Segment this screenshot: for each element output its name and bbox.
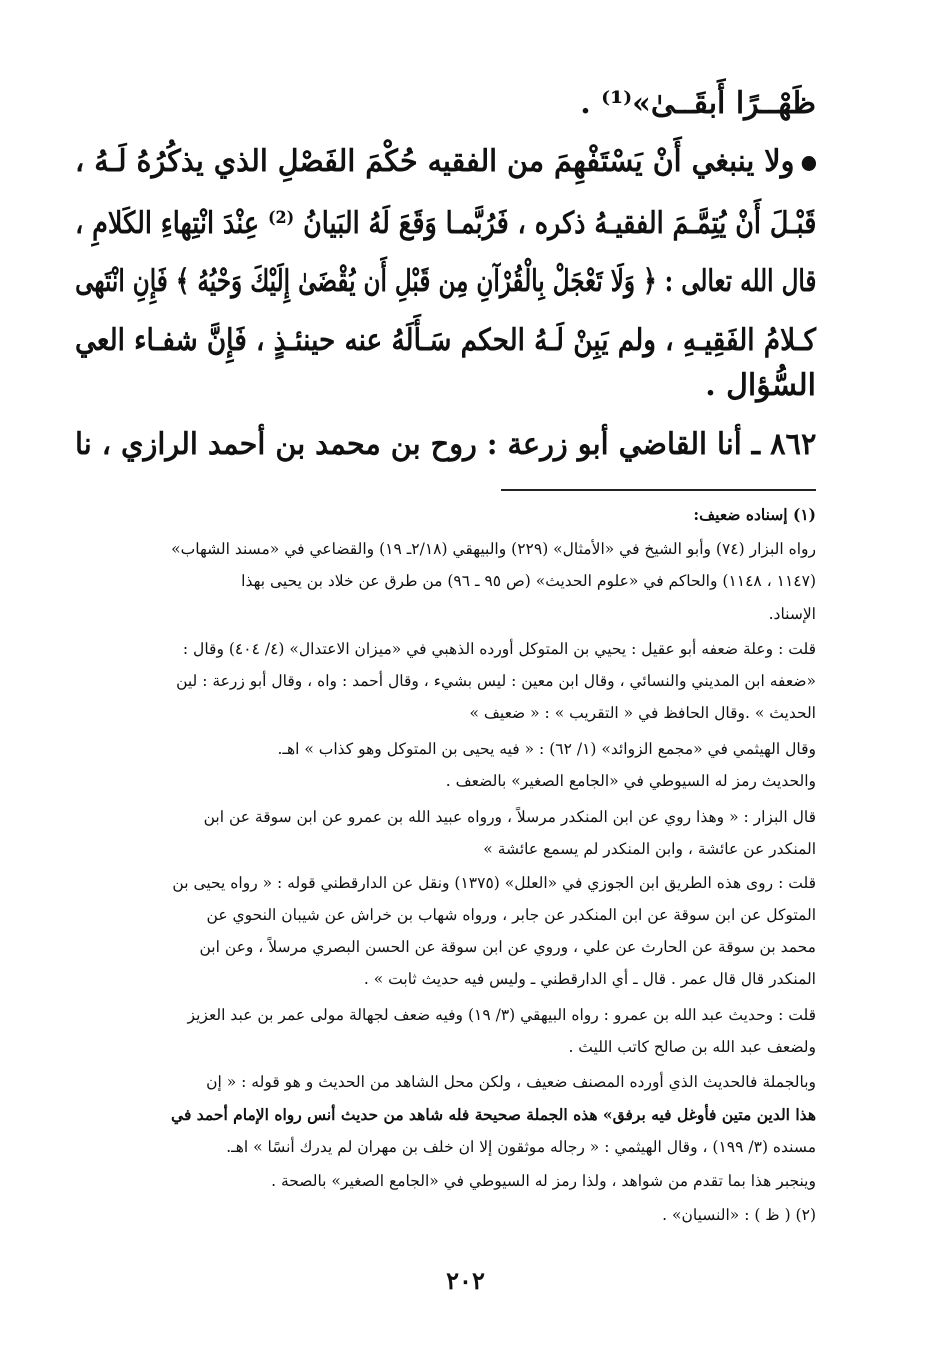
footnote-separator (501, 489, 816, 491)
footnote-line: (١١٤٧ ، ١١٤٨) والحاكم في «علوم الحديث» (ص ٩٥ ـ ٩٦) من طرق عن خلاد بن يحيى بهذا (241, 572, 816, 590)
footnote-line: وقال الهيثمي في «مجمع الزوائد» (١/ ٦٢) : « فيه يحيى بن المتوكل وهو كذاب » اهـ. (277, 740, 816, 758)
main-text-line-5: كـلامُ الفَقِيـهِ ، ولم يَبِنْ لَـهُ الحكم سَـأَلَهُ عنه حينئـذٍ ، فَإِنَّ شفـاء العي (74, 323, 816, 358)
main-text-line-2-text: ولا ينبغي أَنْ يَسْتَفْهِمَ من الفقيه حُكْمَ الفَصْلِ الذي يذكُرُهُ لَـهُ ، (74, 144, 795, 179)
footnote-line: المتوكل عن ابن سوقة عن ابن المنكدر عن جابر ، ورواه شهاب بن خراش عن شيبان النحوي عن (206, 906, 816, 924)
main-text-line-4: قال الله تعالى : ﴿ وَلَا تَعْجَلْ بِالْقُرْآنِ مِن قَبْلِ أَن يُقْضَىٰ إِلَيْكَ وَحْيُهُ ﴾ فَإِنِ انْتَهى (74, 264, 816, 299)
footnote-line: المنكدر عن عائشة ، وابن المنكدر لم يسمع عائشة » (483, 840, 816, 858)
footnote-line: المنكدر قال قال عمر . قال ـ أي الدارقطني ـ وليس فيه حديث ثابت » . (363, 970, 816, 988)
footnote-line: وبالجملة فالحديث الذي أورده المصنف ضعيف ، ولكن محل الشاهد من الحديث و هو قوله : « إن (206, 1073, 816, 1091)
footnote-line: وينجبر هذا بما تقدم من شواهد ، ولذا رمز له السيوطي في «الجامع الصغير» بالصحة . (271, 1172, 816, 1190)
footnote-line: محمد بن سوقة عن الحارث عن علي ، وروي عن ابن سوقة عن الحسن البصري مرسلاً ، وعن ابن (199, 938, 816, 956)
footnote-line: الإسناد. (768, 605, 816, 623)
footnote-line: ولضعف عبد الله بن صالح كاتب الليث . (568, 1038, 816, 1056)
main-text-line-3: قَبْـلَ أَنْ يُتِمَّـمَ الفقيـهُ ذكره ، فَرُبَّمـا وَقَعَ لَهُ البَيانُ ⁽²⁾ عِنْدَ انْتِهاءِ الكَلامِ ، (74, 206, 816, 241)
footnote-line: الحديث » .وقال الحافظ في « التقريب » : « ضعيف » (469, 704, 816, 722)
footnote-line: قلت : وعلة ضعفه أبو عقيل : يحيي بن المتوكل أورده الذهبي في «ميزان الاعتدال» (٤/ ٤٠٤) وقال : (182, 640, 816, 658)
footnote-line: قال البزار : « وهذا روي عن ابن المنكدر مرسلاً ، ورواه عبيد الله بن عمرو عن ابن سوقة عن ابن (203, 808, 816, 826)
bullet-icon (802, 156, 816, 171)
footnote-line: «ضعفه ابن المديني والنسائي ، وقال ابن معين : ليس بشيء ، وقال أحمد : واه ، وقال أبو زرعة : لين (176, 672, 816, 690)
main-text-line-2 (75, 144, 816, 179)
footnote-line: قلت : روى هذه الطريق ابن الجوزي في «العلل» (١٣٧٥) ونقل عن الدارقطني قوله : « رواه يحيى بن (172, 874, 816, 892)
page-number: ٢٠٢ (446, 1266, 485, 1295)
footnote-line: والحديث رمز له السيوطي في «الجامع الصغير» بالضعف . (445, 772, 816, 790)
footnote-1-heading: (١) إسناده ضعيف: (693, 505, 816, 524)
footnote-line: رواه البزار (٧٤) وأبو الشيخ في «الأمثال» (٢٢٩) والبيهقي (٢/١٨ـ ١٩) والقضاعي في «مسند الشهاب» (171, 540, 816, 558)
main-text-line-1: ظَهْــرًا أَبقَــىٰ»⁽¹⁾ . (580, 86, 816, 121)
main-text-line-6: السُّؤال . (705, 368, 816, 403)
footnote-line: قلت : وحديث عبد الله بن عمرو : رواه البيهقي (٣/ ١٩) وفيه ضعف لجهالة مولى عمر بن عبد العزيز (187, 1006, 816, 1024)
footnote-line: مسنده (٣/ ١٩٩) ، وقال الهيثمي : « رجاله موثقون إلا ان خلف بن مهران لم يدرك أنسًا » اهـ. (226, 1138, 816, 1156)
footnote-2: (٢) ( ظ ) : «النسيان» . (662, 1206, 816, 1224)
footnote-line: هذا الدين متين فأوغل فيه برفق» هذه الجملة صحيحة فله شاهد من حديث أنس رواه الإمام أحمد في (171, 1105, 816, 1124)
hadith-number-line: ٨٦٢ ـ أنا القاضي أبو زرعة : روح بن محمد بن أحمد الرازي ، نا (74, 427, 816, 462)
